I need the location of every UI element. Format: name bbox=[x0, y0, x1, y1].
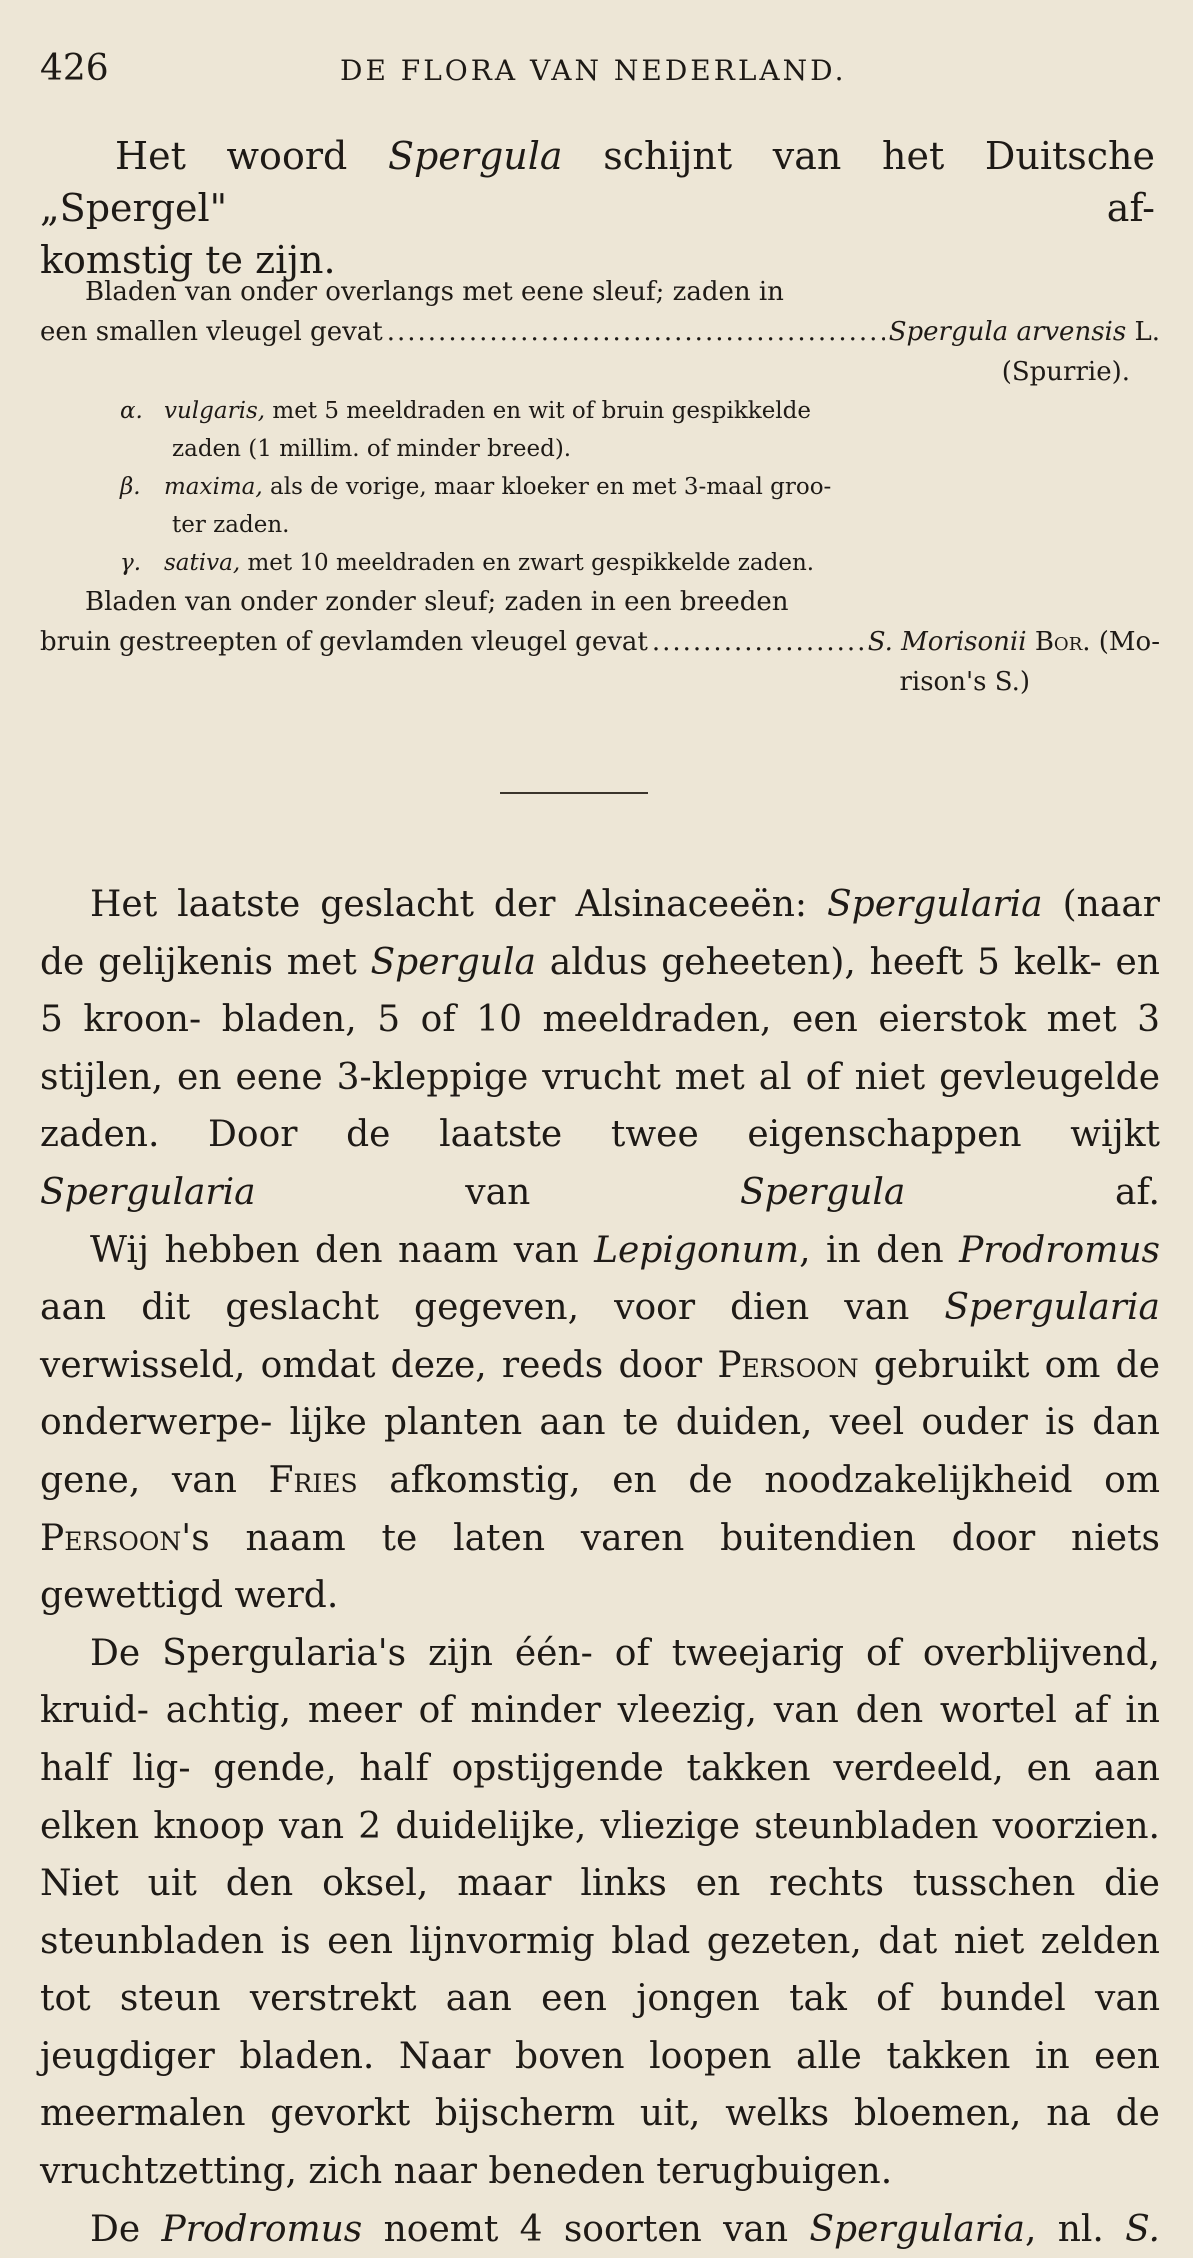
italic-term: Lepigonum bbox=[594, 1229, 800, 1271]
text-run: laatste twee eigenschappen wijkt bbox=[439, 1114, 1160, 1156]
key-line: Bladen van onder zonder sleuf; zaden in een breeden bbox=[85, 587, 789, 617]
text-run: verwisseld, bbox=[40, 1344, 246, 1386]
text-run: Persoon bbox=[40, 1517, 182, 1559]
italic-term: Spergula arvensis bbox=[888, 317, 1127, 347]
species-key bbox=[40, 272, 1160, 702]
text-run: , in den bbox=[799, 1229, 960, 1271]
running-header bbox=[0, 48, 1193, 92]
common-name: rison's S.) bbox=[899, 667, 1030, 697]
paragraph bbox=[40, 1625, 1160, 2201]
variety-gamma bbox=[40, 544, 1160, 582]
text-run: De bbox=[90, 2208, 162, 2250]
text-run: γ. bbox=[120, 550, 142, 576]
text-run: β. bbox=[120, 474, 141, 500]
italic-term: Spergularia bbox=[40, 1171, 256, 1213]
text-run: α. bbox=[120, 398, 143, 424]
variety-beta bbox=[40, 468, 1160, 544]
key-lead-line bbox=[40, 312, 1160, 352]
text-run: Fries bbox=[268, 1459, 358, 1501]
running-title: DE FLORA VAN NEDERLAND. bbox=[340, 54, 847, 87]
text-run: Wij hebben den naam van bbox=[90, 1229, 595, 1271]
text-run: aan dit geslacht gegeven, voor dien van bbox=[40, 1287, 945, 1329]
italic-term: Spergula bbox=[739, 1171, 906, 1213]
leader-dots bbox=[652, 622, 864, 662]
body-text bbox=[40, 876, 1160, 2258]
text-run: 3-kleppige vrucht met al of niet gevleugelde zaden. Door de bbox=[40, 1056, 1160, 1156]
key-lead-line bbox=[40, 622, 1160, 662]
text-run: (Mo- bbox=[1098, 627, 1160, 657]
text-run: varen buitendien door niets gewettigd werd. bbox=[40, 1517, 1160, 1617]
key-line: Bladen van onder overlangs met eene sleuf; zaden in bbox=[85, 277, 784, 307]
species-name bbox=[868, 622, 1160, 662]
text-run: 2 duidelijke, vliezige steunbladen voorzien. Niet uit den oksel, bbox=[40, 1805, 1160, 1905]
text-run: schijnt van het Duitsche „Spergel" af- bbox=[40, 134, 1155, 230]
text-run: afkomstig, en de noodzakelijkheid om bbox=[389, 1459, 1160, 1501]
genus-name: Spergula bbox=[387, 134, 563, 178]
text-run: als de vorige, maar kloeker en met 3-maal groo- bbox=[270, 474, 832, 500]
text-run: lijke planten aan te duiden, veel ouder is dan gene, van bbox=[40, 1402, 1160, 1501]
text-run: omdat deze, reeds door bbox=[260, 1344, 718, 1386]
italic-term: Prodromus bbox=[161, 2208, 363, 2250]
text-run: ter zaden. bbox=[172, 512, 290, 538]
leader-dots bbox=[387, 312, 885, 352]
italic-term: Spergula bbox=[370, 941, 536, 983]
text-run: Persoon bbox=[717, 1344, 859, 1386]
text-run: gelijkenis met bbox=[98, 941, 371, 983]
intro-paragraph bbox=[40, 130, 1155, 286]
italic-term: sativa, bbox=[164, 550, 241, 576]
italic-term: S. bbox=[1125, 2208, 1160, 2250]
italic-term: Spergularia bbox=[827, 884, 1043, 925]
text-run: gende, half opstijgende takken verdeeld, en aan elken knoop van bbox=[40, 1747, 1160, 1847]
text-run: , nl. bbox=[1024, 2208, 1126, 2250]
text-run: met 10 meeldraden en zwart gespikkelde zaden. bbox=[247, 550, 815, 576]
text-run: Bor. bbox=[1034, 627, 1091, 657]
text-run: tak of bundel van jeugdiger bladen. Naar boven loopen alle bbox=[40, 1978, 1160, 2077]
species-name bbox=[889, 312, 1160, 352]
italic-term: Spergularia bbox=[809, 2208, 1025, 2250]
text-run: aldus geheeten), heeft 5 kelk- en 5 kroon- bbox=[40, 941, 1160, 1041]
text-run: Het laatste geslacht der Alsinaceeën: bbox=[90, 884, 828, 925]
text-run: van bbox=[255, 1171, 740, 1213]
text-run: een smallen vleugel gevat bbox=[40, 317, 383, 347]
paragraph bbox=[40, 876, 1160, 1222]
intro-line: komstig te zijn. bbox=[40, 238, 336, 282]
text-run: bladen, 5 of 10 meeldraden, een eierstok met 3 stijlen, en eene bbox=[40, 999, 1160, 1098]
text-run: met 5 meeldraden en wit of bruin gespikkelde bbox=[272, 398, 811, 424]
variety-alpha bbox=[40, 392, 1160, 468]
text-run: bruin gestreepten of gevlamden vleugel gevat bbox=[40, 627, 648, 657]
italic-term: Spergularia bbox=[944, 1287, 1160, 1329]
section-divider bbox=[500, 792, 648, 794]
text-run: zaden (1 millim. of minder breed). bbox=[172, 436, 572, 462]
paragraph bbox=[40, 1222, 1160, 1625]
italic-term: S. Morisonii bbox=[867, 627, 1027, 657]
text-run: af. bbox=[905, 1171, 1161, 1213]
text-run: maar links en rechts tusschen die steunbladen is een lijnvormig bbox=[40, 1863, 1160, 1962]
text-run: (naar de bbox=[40, 884, 1161, 983]
italic-term: maxima, bbox=[164, 474, 263, 500]
text-run: De Spergularia's zijn één- of tweejarig of overblijvend, kruid- bbox=[40, 1632, 1160, 1732]
intro-line bbox=[40, 130, 1155, 234]
common-name: (Spurrie). bbox=[1001, 357, 1130, 387]
text-run: 's naam te laten bbox=[181, 1517, 546, 1559]
text-run: achtig, meer of minder vleezig, van den wortel af in half lig- bbox=[40, 1690, 1160, 1789]
page-number: 426 bbox=[40, 48, 109, 89]
paragraph bbox=[40, 2201, 1160, 2258]
text-run: Het woord bbox=[115, 134, 388, 178]
text-run: takken in een meermalen gevorkt bijscherm uit, welks bloemen, bbox=[40, 2035, 1160, 2135]
text-run: L. bbox=[1134, 317, 1160, 347]
italic-term: Prodromus bbox=[959, 1229, 1160, 1271]
text-run: blad gezeten, dat niet zelden tot steun verstrekt aan een jongen bbox=[40, 1920, 1160, 2020]
italic-term: vulgaris, bbox=[164, 398, 266, 424]
text-run: noemt 4 soorten van bbox=[362, 2208, 810, 2250]
text-run: gebruikt om de onderwerpe- bbox=[40, 1344, 1160, 1444]
text-run: na de vruchtzetting, zich naar beneden terugbuigen. bbox=[40, 2093, 1160, 2193]
